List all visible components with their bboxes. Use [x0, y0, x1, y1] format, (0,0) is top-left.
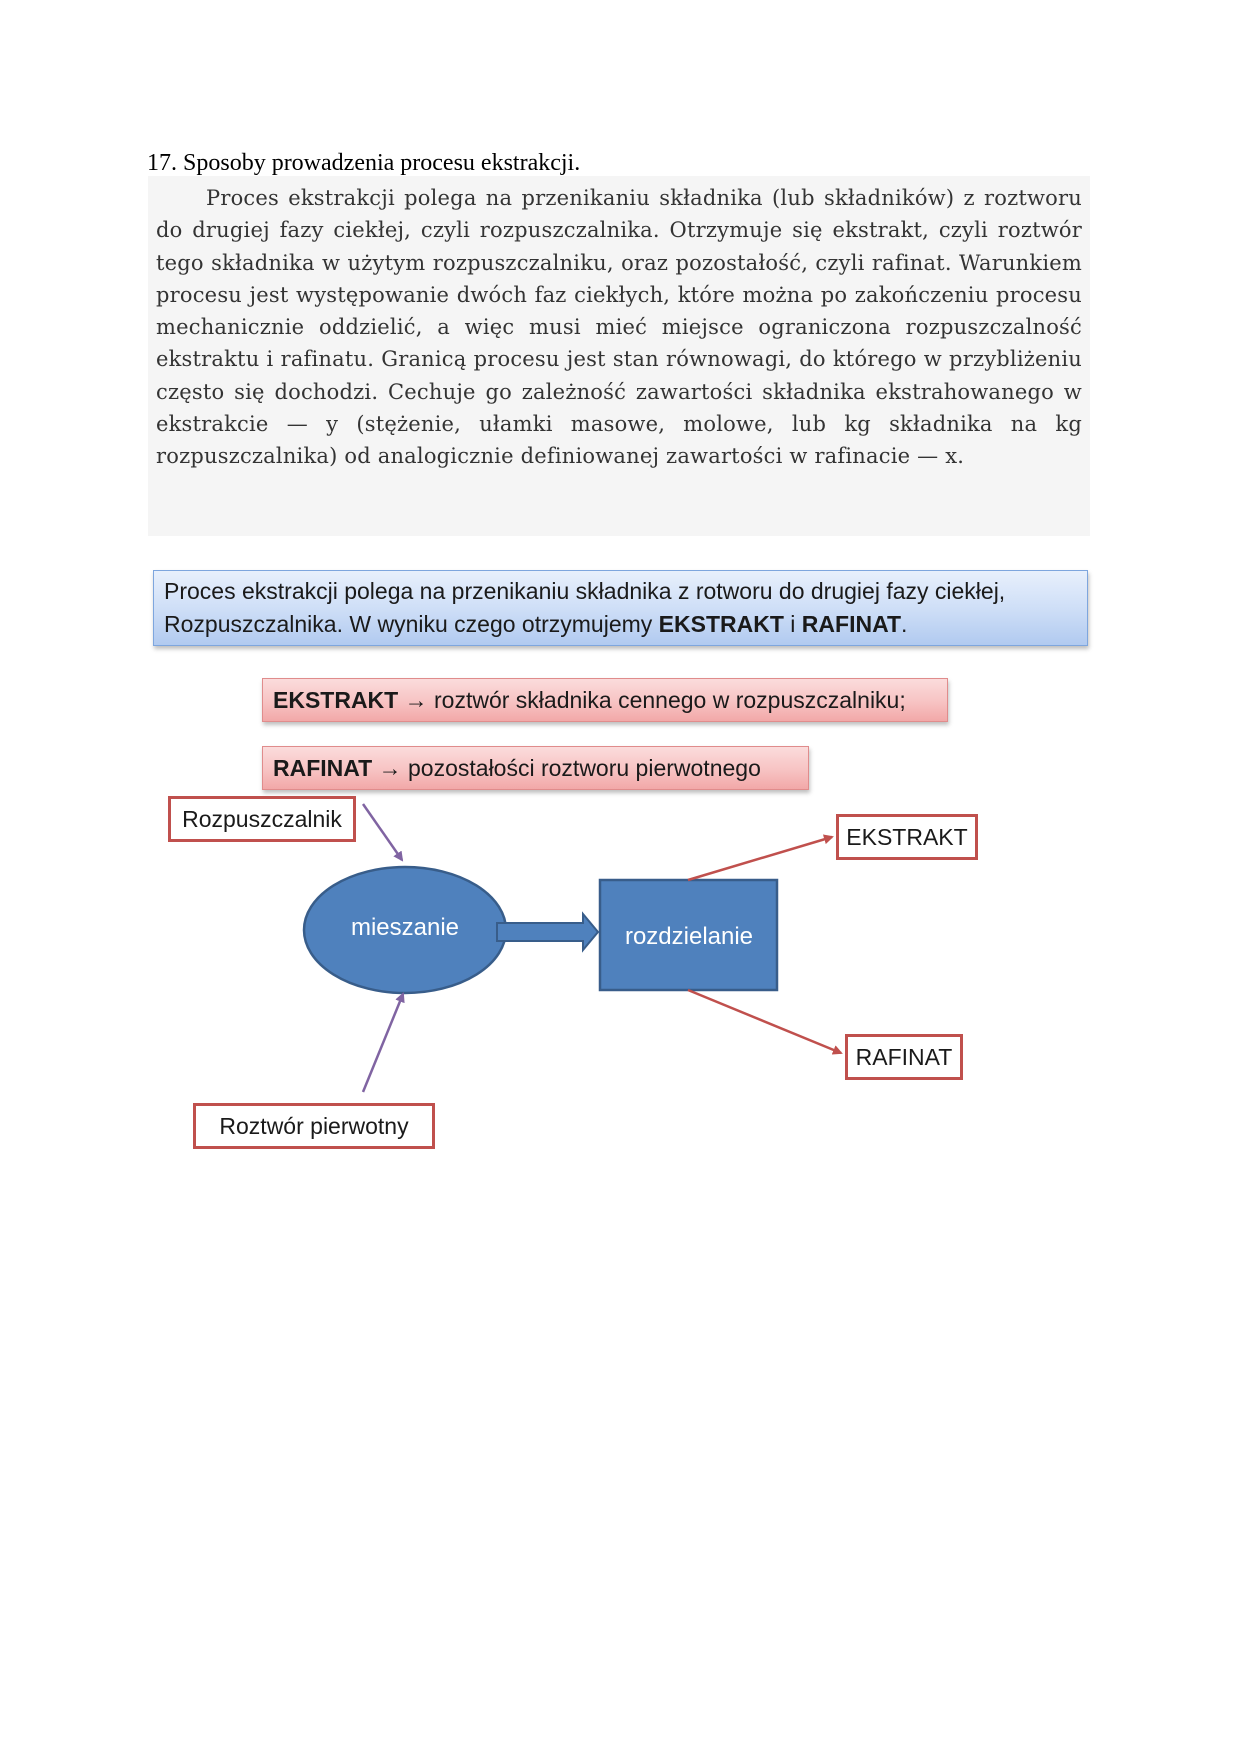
definition-term: EKSTRAKT — [273, 687, 399, 713]
definition-extract — [262, 678, 948, 722]
definition-term: RAFINAT — [273, 755, 373, 781]
input-solution-label: Roztwór pierwotny — [193, 1103, 435, 1149]
input-solvent-label: Rozpuszczalnik — [168, 796, 356, 842]
textbook-excerpt-text: Proces ekstrakcji polega na przenikaniu składnika (lub składników) z roztworu do drugiej fazy ciekłej, czyli rozpuszczalnika. Otrzymuje się ekstrakt, czyli roztwór tego składnika w użytym rozpuszczalniku, oraz pozostałość, czyli rafinat. Warunkiem procesu jest występowanie dwóch faz ciekłych, które można po zakończeniu procesu mechanicznie oddzielić, a więc musi mieć miejsce ograniczona rozpuszczalność ekstraktu i rafinatu. Granicą procesu jest stan równowagi, do którego w przybliżeniu często się dochodzi. Cechuje go zależność zawartości składnika ekstrahowanego w ekstrakcie — y (stężenie, ułamki masowe, molowe, lub kg składnika na kg rozpuszczalnika) od analogicznie definiowanej zawartości w rafinacie — x. — [156, 186, 1082, 469]
arrow-right-icon: → — [404, 687, 428, 713]
solvent-arrow — [363, 804, 402, 860]
arrow-right-icon: → — [378, 755, 402, 781]
raffinate-arrow — [688, 990, 841, 1053]
solution-arrow — [363, 994, 403, 1092]
summary-text: Proces ekstrakcji polega na przenikaniu składnika z rotworu do drugiej fazy ciekłej, Rozpuszczalnika. W wyniku czego otrzymujemy — [164, 578, 1006, 637]
mixing-node-label: mieszanie — [350, 914, 460, 941]
extract-arrow — [688, 837, 832, 880]
definition-text: roztwór składnika cennego w rozpuszczalniku; — [427, 687, 906, 713]
definition-text: pozostałości roztworu pierwotnego — [401, 755, 761, 781]
output-raffinate-label: RAFINAT — [845, 1034, 963, 1080]
summary-term-extract: EKSTRAKT — [658, 611, 784, 637]
extraction-flow-diagram — [0, 780, 1240, 1180]
summary-end: . — [901, 611, 908, 637]
summary-callout — [153, 570, 1088, 646]
flow-arrow — [497, 914, 598, 950]
section-heading: 17. Sposoby prowadzenia procesu ekstrakcji. — [147, 150, 581, 176]
textbook-excerpt-image — [148, 176, 1090, 536]
summary-term-raffinate: RAFINAT — [801, 611, 902, 637]
summary-connector: i — [783, 611, 802, 637]
output-extract-label: EKSTRAKT — [836, 814, 978, 860]
separation-node-label: rozdzielanie — [624, 923, 754, 950]
